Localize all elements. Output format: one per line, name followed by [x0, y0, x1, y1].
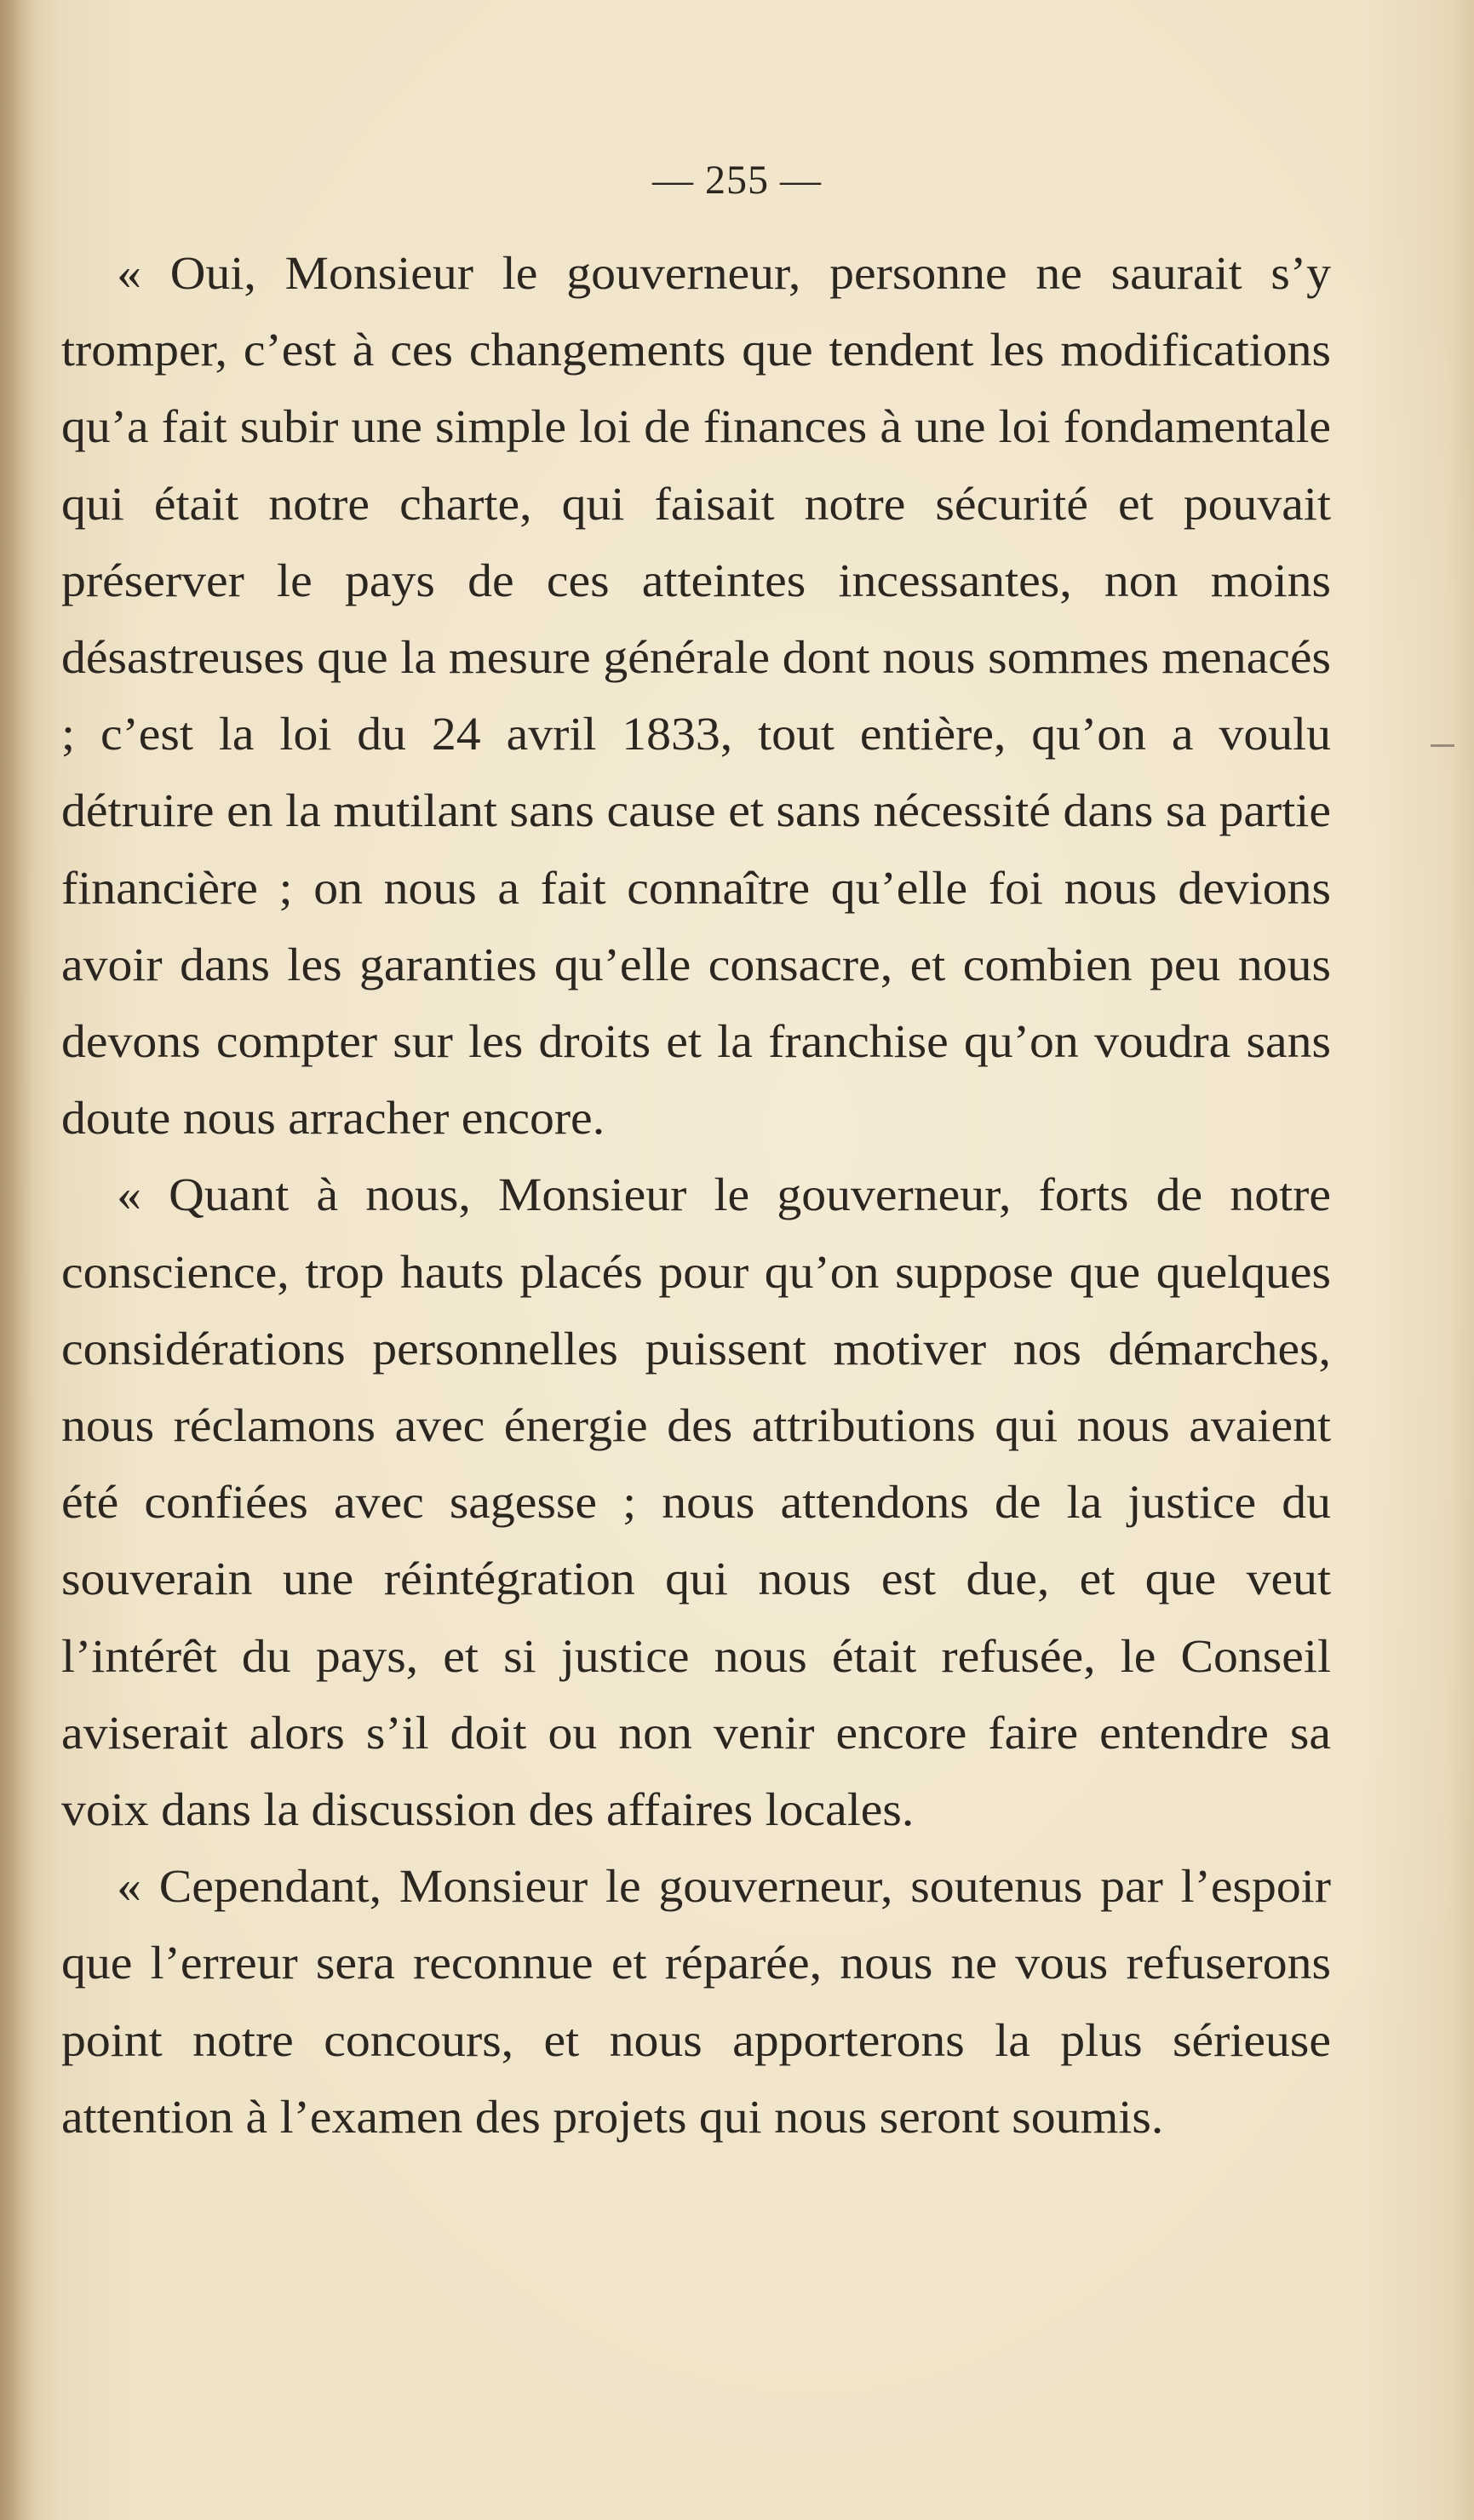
page-number-header: — 255 — — [652, 158, 822, 203]
body-text — [61, 235, 1331, 2155]
paragraph-2: « Quant à nous, Monsieur le gouverneur, forts de notre conscience, trop hauts placés pour qu’on suppose que quelques considérations personnelles puissent motiver nos démarches, nous réclamons avec énergie des attributions qui nous avaient été confiées avec sagesse ; nous attendons de la justice du souverain une réintégration qui nous est due, et que veut l’intérêt du pays, et si justice nous était refusée, le Conseil aviserait alors s’il doit ou non venir encore faire entendre sa voix dans la discussion des affaires locales. — [61, 1168, 1331, 1836]
margin-mark — [1431, 744, 1454, 747]
binding-shadow — [0, 0, 34, 2520]
paragraph-3: « Cependant, Monsieur le gouverneur, soutenus par l’espoir que l’erreur sera reconnue et réparée, nous ne vous refuserons point notre concours, et nous apporterons la plus sérieuse attention à l’examen des projets qui nous seront soumis. — [61, 1860, 1331, 2143]
paragraph-1: « Oui, Monsieur le gouverneur, personne ne saurait s’y tromper, c’est à ces changements que tendent les modifications qu’a fait subir une simple loi de finances à une loi fondamentale qui était notre charte, qui faisait notre sécurité et pouvait préserver le pays de ces atteintes incessantes, non moins désastreuses que la mesure générale dont nous sommes menacés ; c’est la loi du 24 avril 1833, tout entière, qu’on a voulu détruire en la mutilant sans cause et sans nécessité dans sa partie financière ; on nous a fait connaître qu’elle foi nous devions avoir dans les garanties qu’elle consacre, et combien peu nous devons compter sur les droits et la franchise qu’on voudra sans doute nous arracher encore. — [61, 247, 1331, 1145]
